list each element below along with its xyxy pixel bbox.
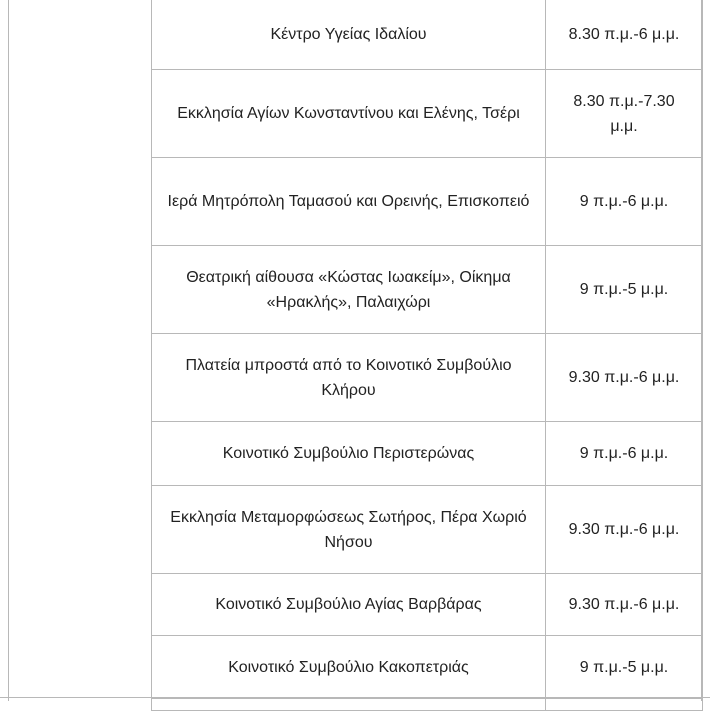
location-cell: Κοινοτικό Συμβούλιο Περιστερώνας bbox=[152, 422, 546, 486]
hours-cell: 9.30 π.μ.-6 μ.μ. bbox=[546, 486, 703, 574]
location-cell: Εκκλησία Αγίων Κωνσταντίνου και Ελένης, Τσέρι bbox=[152, 70, 546, 158]
hours-cell: 9 π.μ.-5 μ.μ. bbox=[546, 246, 703, 334]
location-cell: Εκκλησία Μεταμορφώσεως Σωτήρος, Πέρα Χωριό Νήσου bbox=[152, 486, 546, 574]
location-cell: Πλατεία μπροστά από το Κοινοτικό Συμβούλιο Κλήρου bbox=[152, 334, 546, 422]
table-row bbox=[152, 158, 703, 246]
hours-cell-empty bbox=[546, 699, 703, 711]
location-cell: Θεατρική αίθουσα «Κώστας Ιωακείμ», Οίκημα «Ηρακλής», Παλαιχώρι bbox=[152, 246, 546, 334]
hours-cell: 8.30 π.μ.-7.30 μ.μ. bbox=[546, 70, 703, 158]
hours-cell: 9.30 π.μ.-6 μ.μ. bbox=[546, 574, 703, 636]
location-cell-empty bbox=[152, 699, 546, 711]
outer-table-bottom-border bbox=[0, 697, 710, 698]
vaccination-points-table bbox=[151, 0, 703, 711]
table-row bbox=[152, 334, 703, 422]
table-row bbox=[152, 246, 703, 334]
table-row-partial bbox=[152, 699, 703, 711]
table-row bbox=[152, 70, 703, 158]
hours-cell: 9 π.μ.-6 μ.μ. bbox=[546, 422, 703, 486]
table-row bbox=[152, 422, 703, 486]
table-row bbox=[152, 636, 703, 699]
location-cell: Ιερά Μητρόπολη Ταμασού και Ορεινής, Επισκοπειό bbox=[152, 158, 546, 246]
table-row bbox=[152, 0, 703, 70]
location-cell: Κέντρο Υγείας Ιδαλίου bbox=[152, 0, 546, 70]
outer-table-left-border bbox=[8, 0, 9, 701]
hours-cell: 9 π.μ.-6 μ.μ. bbox=[546, 158, 703, 246]
hours-cell: 9 π.μ.-5 μ.μ. bbox=[546, 636, 703, 699]
hours-cell: 9.30 π.μ.-6 μ.μ. bbox=[546, 334, 703, 422]
location-cell: Κοινοτικό Συμβούλιο Κακοπετριάς bbox=[152, 636, 546, 699]
hours-cell: 8.30 π.μ.-6 μ.μ. bbox=[546, 0, 703, 70]
location-cell: Κοινοτικό Συμβούλιο Αγίας Βαρβάρας bbox=[152, 574, 546, 636]
table-row bbox=[152, 486, 703, 574]
table-row bbox=[152, 574, 703, 636]
